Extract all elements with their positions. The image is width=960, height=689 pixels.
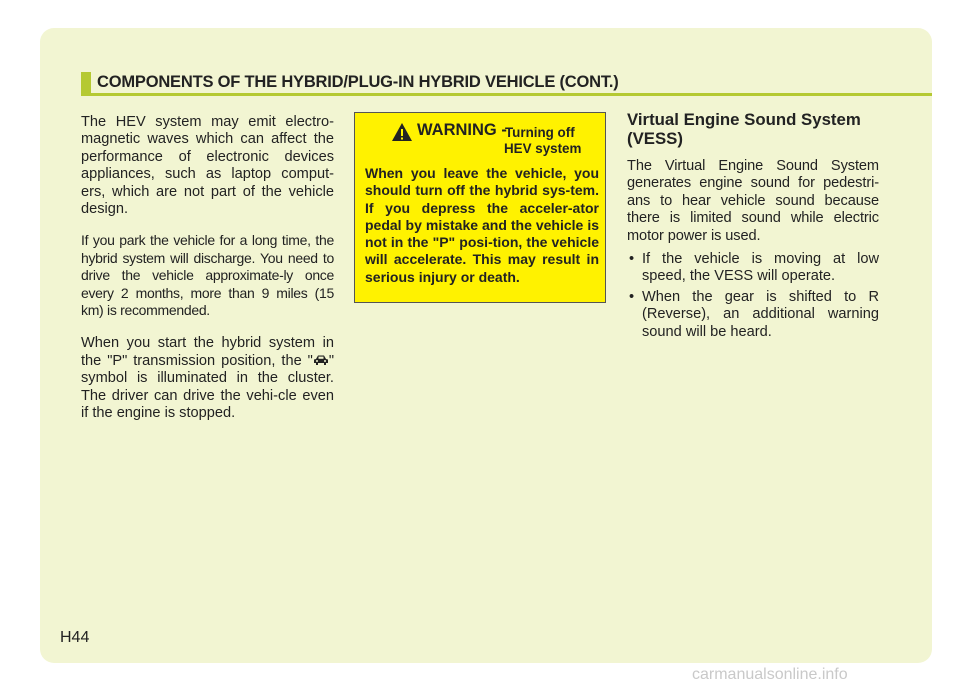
left-column [81, 114, 334, 423]
warning-title [505, 125, 581, 157]
warning-title-line2: HEV system [504, 141, 582, 156]
list-item: • When the gear is shifted to R (Reverse), an additional warning sound will be heard. [629, 288, 879, 340]
vess-heading: Virtual Engine Sound System (VESS) [627, 110, 861, 148]
start-system-text-after: " symbol is illuminated in the cluster. The driver can drive the vehi-cle even if the engine is stopped. [81, 352, 334, 422]
warning-label: WARNING - [417, 121, 507, 139]
car-ready-icon [313, 354, 329, 366]
hev-emission-paragraph: The HEV system may emit electro-magnetic waves which can affect the performance of electronic devices appliances, such as laptop comput-ers, which are not part of the vehicle design. [81, 114, 334, 218]
vess-bullet-list [627, 251, 879, 341]
section-header [81, 72, 932, 96]
header-accent-block [81, 72, 91, 94]
watermark: carmanualsonline.info [692, 666, 848, 683]
parking-discharge-paragraph: If you park the vehicle for a long time, the hybrid system will discharge. You need to drive the vehicle approximate-ly once every 2 months, more than 9 miles (15 km) is recommended. [81, 232, 334, 319]
page-number: H44 [60, 629, 90, 646]
right-column [627, 110, 879, 344]
header-rule [81, 93, 932, 96]
warning-triangle-icon [391, 122, 413, 142]
start-system-paragraph [81, 335, 334, 422]
start-system-text-before: When you start the hybrid system in the "P" transmission position, the " [81, 335, 334, 369]
vess-paragraph: The Virtual Engine Sound System generates engine sound for pedestri-ans to hear vehicle sound because there is limited sound while electric motor power is used. [627, 158, 879, 244]
warning-body: When you leave the vehicle, you should turn off the hybrid sys-tem. If you depress the acceler-ator pedal by mistake and the vehicle is not in the "P" posi-tion, the vehicle will accelerate. This may result in serious injury or death. [365, 165, 599, 285]
list-item: • If the vehicle is moving at low speed, the VESS will operate. [629, 251, 879, 285]
warning-title-line1: Turning off [505, 125, 575, 140]
warning-box [354, 112, 606, 303]
section-title: COMPONENTS OF THE HYBRID/PLUG-IN HYBRID VEHICLE (CONT.) [97, 73, 619, 91]
